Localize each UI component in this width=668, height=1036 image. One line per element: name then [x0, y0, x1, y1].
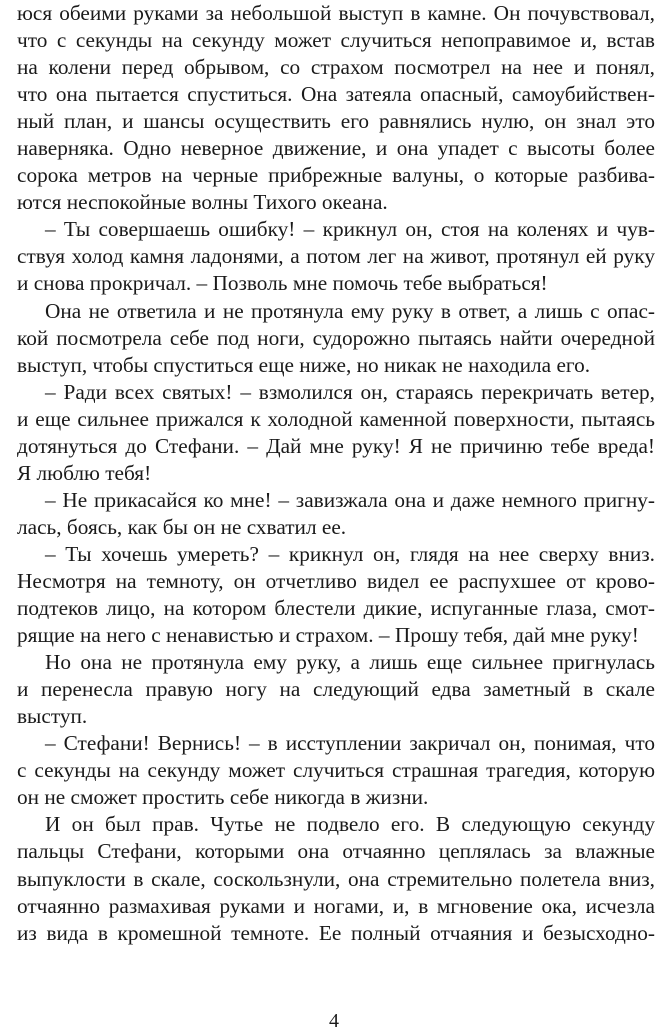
- text-line: дотянуться до Стефани. – Дай мне руку! Я не причиню тебе вреда!: [17, 433, 655, 458]
- text-line: что она пытается спуститься. Она затеяла опасный, самоубийствен-: [17, 82, 655, 107]
- text-line: – Ты хочешь умереть? – крикнул он, глядя на нее сверху вниз.: [45, 541, 655, 566]
- text-block: [17, 0, 655, 947]
- text-line: И он был прав. Чутье не подвело его. В следующую секунду: [45, 812, 655, 837]
- text-line: наверняка. Одно неверное движение, и она упадет с высоты более: [17, 136, 655, 161]
- text-line: кой посмотрела себе под ноги, судорожно пытаясь найти очередной: [17, 325, 655, 350]
- text-line: и снова прокричал. – Позволь мне помочь тебе выбраться!: [17, 271, 548, 296]
- paragraph: [17, 216, 655, 297]
- text-line: – Не прикасайся ко мне! – завизжала она и даже немного пригну-: [45, 487, 655, 512]
- text-line: и еще сильнее прижался к холодной каменной поверхности, пытаясь: [17, 406, 655, 431]
- text-line: на колени перед обрывом, со страхом посмотрел на нее и понял,: [17, 55, 655, 80]
- page-number: 4: [329, 1010, 339, 1032]
- text-line: с секунды на секунду может случиться страшная трагедия, которую: [17, 758, 655, 783]
- paragraph: [17, 541, 655, 649]
- paragraph: [17, 730, 655, 811]
- paragraph: [17, 649, 655, 730]
- text-line: Но она не протянула ему руку, а лишь еще сильнее пригнулась: [45, 650, 655, 675]
- text-line: лась, боясь, как бы он не схватил ее.: [17, 514, 347, 539]
- text-line: Я люблю тебя!: [17, 460, 152, 485]
- text-line: – Ради всех святых! – взмолился он, стараясь перекричать ветер,: [45, 379, 655, 404]
- text-line: отчаянно размахивая руками и ногами, и, в мгновение ока, исчезла: [17, 893, 655, 918]
- text-line: пальцы Стефани, которыми она отчаянно цеплялась за влажные: [17, 839, 655, 864]
- text-line: выступ.: [17, 704, 88, 729]
- paragraph: [17, 298, 655, 379]
- text-line: и перенесла правую ногу на следующий едва заметный в скале: [17, 677, 655, 702]
- text-line: ствуя холод камня ладонями, а потом лег на живот, протянул ей руку: [17, 244, 655, 269]
- text-line: что с секунды на секунду может случиться непоправимое и, встав: [17, 28, 655, 53]
- paragraph: [17, 379, 655, 487]
- text-line: из вида в кромешной темноте. Ее полный отчаяния и безысходно-: [17, 920, 655, 945]
- paragraph: [17, 0, 655, 216]
- text-line: Несмотря на темноту, он отчетливо видел ее распухшее от крово-: [17, 568, 655, 593]
- text-line: – Стефани! Вернись! – в исступлении закричал он, понимая, что: [45, 731, 655, 756]
- text-line: юся обеими руками за небольшой выступ в камне. Он почувствовал,: [17, 1, 655, 25]
- paragraph: [17, 811, 655, 946]
- text-line: он не сможет простить себе никогда в жизни.: [17, 785, 429, 810]
- paragraph: [17, 487, 655, 541]
- text-line: подтеков лицо, на котором блестели дикие, испуганные глаза, смот-: [17, 596, 655, 621]
- text-line: Она не ответила и не протянула ему руку в ответ, а лишь с опас-: [45, 298, 655, 323]
- text-line: выпуклости в скале, соскользнули, она стремительно полетела вниз,: [17, 866, 655, 891]
- page-body: [17, 0, 655, 947]
- text-line: выступ, чтобы спуститься еще ниже, но никак не находила его.: [17, 352, 591, 377]
- text-line: ются неспокойные волны Тихого океана.: [17, 190, 388, 215]
- text-line: ный план, и шансы осуществить его равнялись нулю, он знал это: [17, 109, 655, 134]
- text-line: рящие на него с ненавистью и страхом. – Прошу тебя, дай мне руку!: [17, 623, 639, 648]
- text-line: сорока метров на черные прибрежные валуны, о которые разбива-: [17, 163, 655, 188]
- text-line: – Ты совершаешь ошибку! – крикнул он, стоя на коленях и чув-: [45, 217, 655, 242]
